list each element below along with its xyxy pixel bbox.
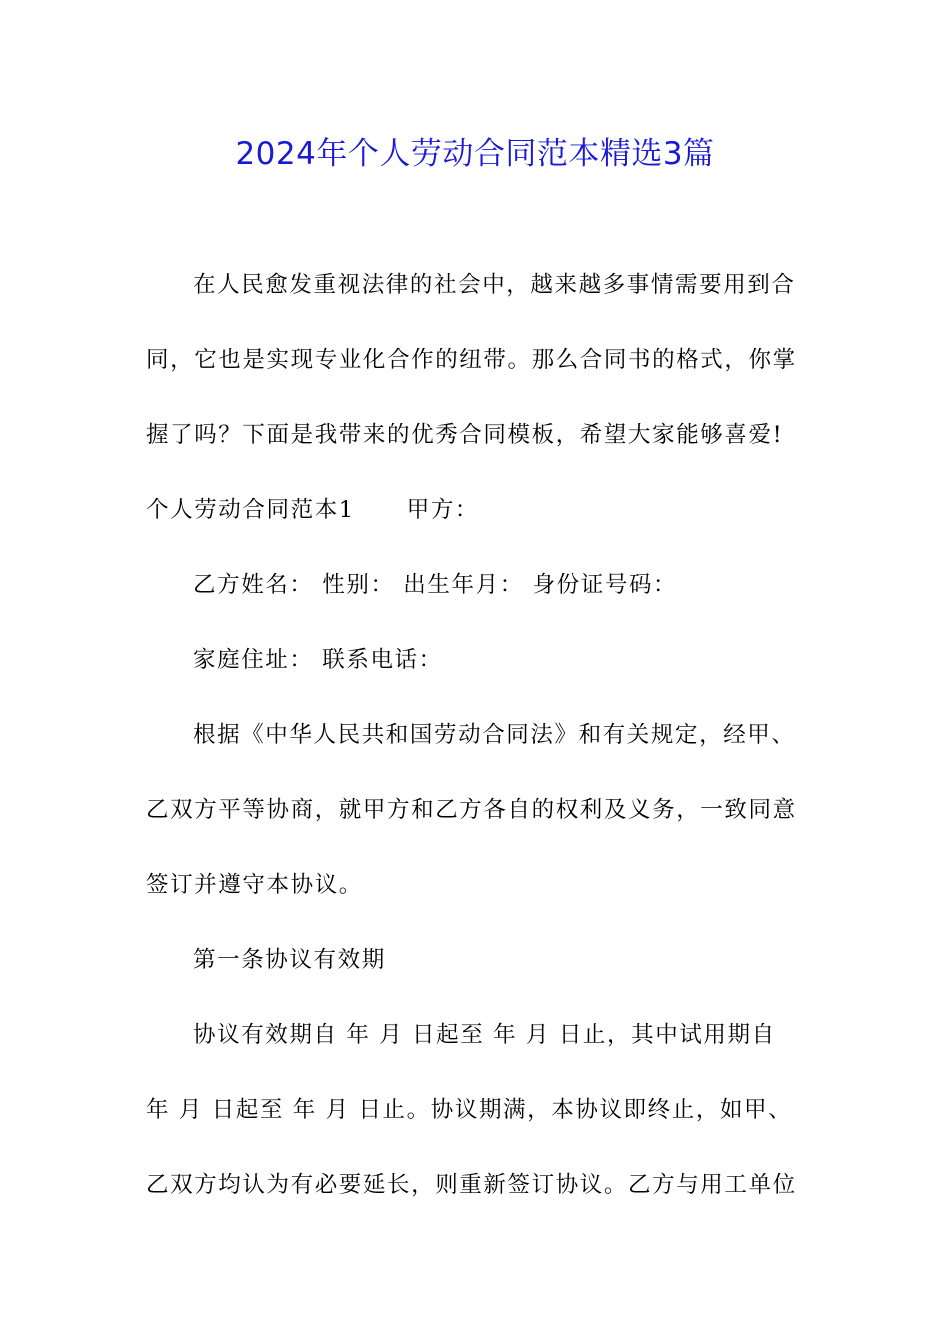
paragraph-line: 签订并遵守本协议。 bbox=[146, 872, 363, 898]
contract-heading-line bbox=[146, 490, 806, 530]
paragraph-line: 年 月 日起至 年 月 日止。协议期满，本协议即终止，如甲、 bbox=[146, 1097, 793, 1123]
contract-heading: 个人劳动合同范本1 bbox=[146, 497, 355, 523]
party-b-fields: 乙方姓名： 性别： 出生年月： 身份证号码： bbox=[193, 572, 678, 598]
paragraph-line: 握了吗？下面是我带来的优秀合同模板，希望大家能够喜爱! bbox=[146, 422, 784, 448]
paragraph-line: 乙双方平等协商，就甲方和乙方各自的权利及义务，一致同意 bbox=[146, 797, 797, 823]
paragraph-line: 根据《中华人民共和国劳动合同法》和有关规定，经甲、 bbox=[193, 722, 796, 748]
document-title: 2024年个人劳动合同范本精选3篇 bbox=[235, 136, 715, 172]
paragraph-line: 同，它也是实现专业化合作的纽带。那么合同书的格式，你掌 bbox=[146, 347, 797, 373]
paragraph-line: 在人民愈发重视法律的社会中，越来越多事情需要用到合 bbox=[193, 272, 796, 298]
paragraph-line: 协议有效期自 年 月 日起至 年 月 日止，其中试用期自 bbox=[193, 1022, 776, 1048]
contact-fields: 家庭住址： 联系电话： bbox=[193, 647, 443, 673]
paragraph-line: 乙双方均认为有必要延长，则重新签订协议。乙方与用工单位 bbox=[146, 1172, 797, 1198]
party-a-label: 甲方： bbox=[406, 497, 480, 523]
article-heading: 第一条协议有效期 bbox=[193, 947, 386, 973]
